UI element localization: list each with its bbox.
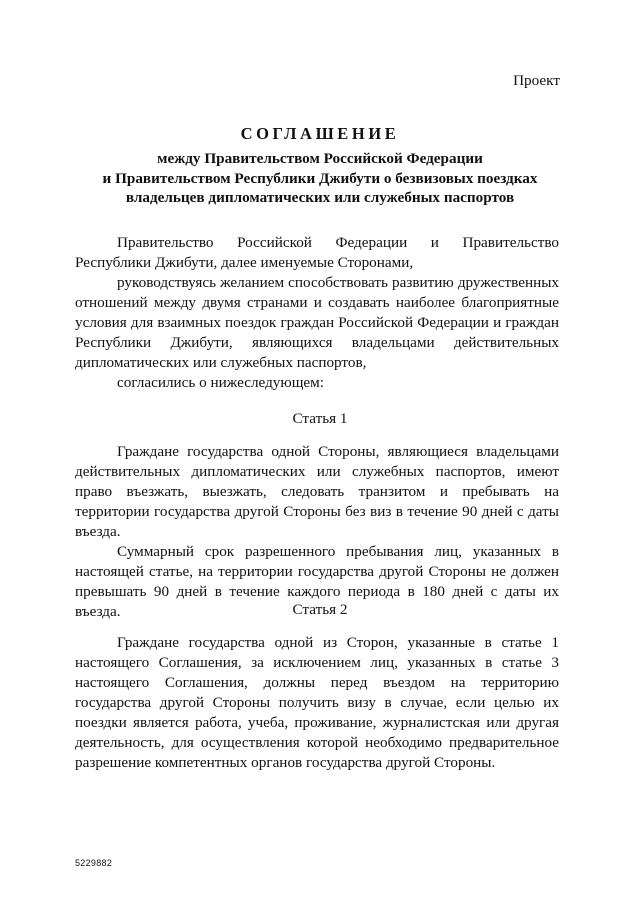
preamble-paragraph: согласились о нижеследующем: bbox=[117, 374, 325, 391]
article-heading: Статья 1 bbox=[292, 410, 348, 427]
preamble bbox=[75, 233, 559, 393]
article-paragraph: Граждане государства одной Стороны, являющиеся владельцами действительных дипломатических или служебных паспортов, имеют право въезжать, выезжать, следовать транзитом и пребывать на территории государства другой Стороны без виз в течение 90 дней с даты въезда. bbox=[75, 443, 559, 540]
article-body bbox=[75, 442, 559, 622]
article-paragraph: Граждане государства одной из Сторон, указанные в статье 1 настоящего Соглашения, за исключением лиц, указанных в статье 3 настоящего Соглашения, должны перед въездом на территорию государства другой Стороны получить визу в случае, если целью их поездки является работа, учеба, проживание, журналистская или другая деятельность, для осуществления которой необходимо предварительное разрешение компетентных органов государства другой Стороны. bbox=[75, 634, 559, 771]
draft-stamp: Проект bbox=[513, 72, 560, 89]
subtitle-line: и Правительством Республики Джибути о безвизовых поездках bbox=[102, 169, 538, 187]
document-code: 5229882 bbox=[75, 858, 113, 868]
article-heading: Статья 2 bbox=[292, 601, 348, 618]
article-body bbox=[75, 633, 559, 773]
subtitle-line: между Правительством Российской Федерации bbox=[157, 150, 483, 167]
preamble-paragraph: руководствуясь желанием способствовать развитию дружественных отношений между двумя странами и создавать наиболее благоприятные условия для взаимных поездок граждан Российской Федерации и граждан Республики Джибути, являющихся владельцами действительных дипломатических или служебных паспортов, bbox=[75, 274, 559, 371]
preamble-paragraph: Правительство Российской Федерации и Правительство Республики Джибути, далее именуемые Сторонами, bbox=[75, 234, 559, 271]
article-paragraph: Суммарный срок разрешенного пребывания лиц, указанных в настоящей статье, на территории государства другой Стороны не должен превышать 90 дней в течение каждого периода в 180 дней с даты их въезда. bbox=[75, 543, 559, 620]
subtitle-line: владельцев дипломатических или служебных паспортов bbox=[125, 189, 515, 206]
document-title: СОГЛАШЕНИЕ bbox=[240, 124, 400, 143]
document-subtitle bbox=[70, 149, 570, 208]
